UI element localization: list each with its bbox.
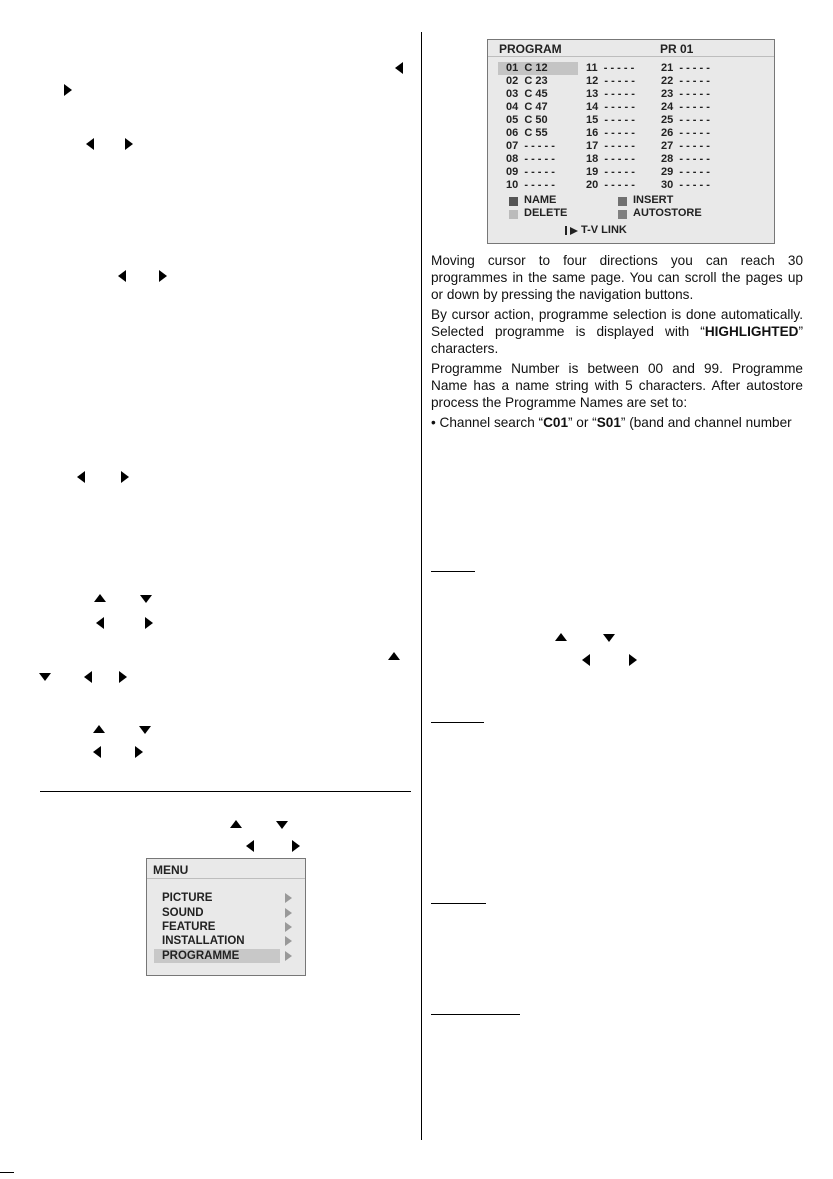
right-arrow-icon [125, 138, 133, 150]
menu-title-divider [147, 878, 305, 879]
legend-insert: INSERT [633, 194, 674, 206]
chevron-right-icon [285, 893, 292, 903]
paragraph-selection [431, 306, 803, 357]
heading-underline [431, 722, 484, 723]
down-arrow-icon [603, 634, 615, 642]
paragraph-channel-search [431, 414, 803, 431]
left-arrow-icon [93, 746, 101, 758]
program-entry[interactable]: 05 C 50 [506, 114, 548, 126]
yellow-key-icon [509, 210, 518, 219]
chevron-right-icon [285, 908, 292, 918]
down-arrow-icon [140, 595, 152, 603]
legend-delete: DELETE [524, 207, 568, 219]
menu-item-installation[interactable]: INSTALLATION [162, 935, 245, 947]
blue-key-icon [618, 210, 627, 219]
menu-item-picture[interactable]: PICTURE [162, 892, 213, 904]
menu-item-programme[interactable]: PROGRAMME [154, 949, 280, 963]
program-entry[interactable]: 11 - - - - - [586, 62, 635, 74]
right-arrow-icon [121, 471, 129, 483]
program-entry[interactable]: 28 - - - - - [661, 153, 710, 165]
left-arrow-icon [84, 671, 92, 683]
program-entry[interactable]: 20 - - - - - [586, 179, 635, 191]
up-arrow-icon [93, 725, 105, 733]
text-span: ” or “ [568, 415, 597, 430]
program-entry[interactable]: 25 - - - - - [661, 114, 710, 126]
paragraph-navigation: Moving cursor to four directions you can reach 30 programmes in the same page. You can scroll the pages up or down by pressing the navigation buttons. [431, 253, 803, 302]
program-entry[interactable]: 02 C 23 [506, 75, 548, 87]
program-entry[interactable]: 03 C 45 [506, 88, 548, 100]
down-arrow-icon [276, 821, 288, 829]
up-arrow-icon [555, 633, 567, 641]
program-header-divider [488, 56, 774, 57]
green-key-icon [618, 197, 627, 206]
channel-code: C01 [543, 415, 568, 430]
program-entry[interactable]: 17 - - - - - [586, 140, 635, 152]
program-entry[interactable]: 07 - - - - - [506, 140, 555, 152]
heading-underline [431, 571, 475, 572]
left-arrow-icon [77, 471, 85, 483]
program-entry[interactable]: 08 - - - - - [506, 153, 555, 165]
program-entry[interactable]: 01 C 12 [506, 62, 548, 74]
text-span: • Channel search “ [431, 415, 544, 430]
program-entry[interactable]: 22 - - - - - [661, 75, 710, 87]
program-entry[interactable]: 09 - - - - - [506, 166, 555, 178]
left-arrow-icon [118, 270, 126, 282]
program-title: PROGRAM [499, 42, 562, 56]
program-entry[interactable]: 15 - - - - - [586, 114, 635, 126]
menu-item-sound[interactable]: SOUND [162, 907, 204, 919]
program-entry[interactable]: 27 - - - - - [661, 140, 710, 152]
program-entry[interactable]: 06 C 55 [506, 127, 548, 139]
right-arrow-icon [629, 654, 637, 666]
page-edge-mark [0, 1172, 14, 1173]
program-entry[interactable]: 04 C 47 [506, 101, 548, 113]
text-span: By cursor action, programme selection is done automatically. Selected programme is displayed with “ [431, 307, 803, 339]
text-span: ” characters. [431, 324, 803, 356]
menu-item-feature[interactable]: FEATURE [162, 921, 216, 933]
program-entry[interactable]: 12 - - - - - [586, 75, 635, 87]
down-arrow-icon [39, 673, 51, 681]
heading-underline [431, 903, 486, 904]
program-entry[interactable]: 30 - - - - - [661, 179, 710, 191]
legend-autostore: AUTOSTORE [633, 207, 702, 219]
right-arrow-icon [135, 746, 143, 758]
chevron-right-icon [285, 922, 292, 932]
right-arrow-icon [64, 84, 72, 96]
program-entry[interactable]: 29 - - - - - [661, 166, 710, 178]
section-divider [40, 791, 411, 792]
highlighted-term: HIGHLIGHTED [704, 324, 799, 339]
program-entry[interactable]: 23 - - - - - [661, 88, 710, 100]
tv-link-label: T-V LINK [581, 224, 627, 236]
text-span: ” (band and channel number [620, 415, 792, 430]
paragraph-programme-number: Programme Number is between 00 and 99. Programme Name has a name string with 5 characters. After autostore process the Programme Names are set to: [431, 361, 803, 410]
legend-name: NAME [524, 194, 557, 206]
left-arrow-icon [395, 62, 403, 74]
channel-code: S01 [596, 415, 621, 430]
program-entry[interactable]: 14 - - - - - [586, 101, 635, 113]
column-divider [421, 32, 422, 1140]
right-arrow-icon [292, 840, 300, 852]
menu-title: MENU [153, 863, 189, 877]
program-entry[interactable]: 13 - - - - - [586, 88, 635, 100]
program-table-panel [487, 39, 775, 244]
program-entry[interactable]: 24 - - - - - [661, 101, 710, 113]
left-arrow-icon [246, 840, 254, 852]
right-arrow-icon [119, 671, 127, 683]
up-arrow-icon [230, 820, 242, 828]
right-arrow-icon [145, 617, 153, 629]
chevron-right-icon [285, 951, 292, 961]
left-arrow-icon [96, 617, 104, 629]
main-menu-panel [146, 858, 306, 976]
left-arrow-icon [582, 654, 590, 666]
red-key-icon [509, 197, 518, 206]
program-entry[interactable]: 10 - - - - - [506, 179, 555, 191]
heading-underline [431, 1014, 520, 1015]
left-arrow-icon [86, 138, 94, 150]
program-entry[interactable]: 19 - - - - - [586, 166, 635, 178]
program-entry[interactable]: 16 - - - - - [586, 127, 635, 139]
info-arrow-icon [565, 226, 581, 236]
up-arrow-icon [388, 652, 400, 660]
down-arrow-icon [139, 726, 151, 734]
chevron-right-icon [285, 936, 292, 946]
program-number: PR 01 [660, 42, 694, 56]
right-arrow-icon [159, 270, 167, 282]
up-arrow-icon [94, 594, 106, 602]
program-entry[interactable]: 21 - - - - - [661, 62, 710, 74]
program-entry[interactable]: 18 - - - - - [586, 153, 635, 165]
program-entry[interactable]: 26 - - - - - [661, 127, 710, 139]
